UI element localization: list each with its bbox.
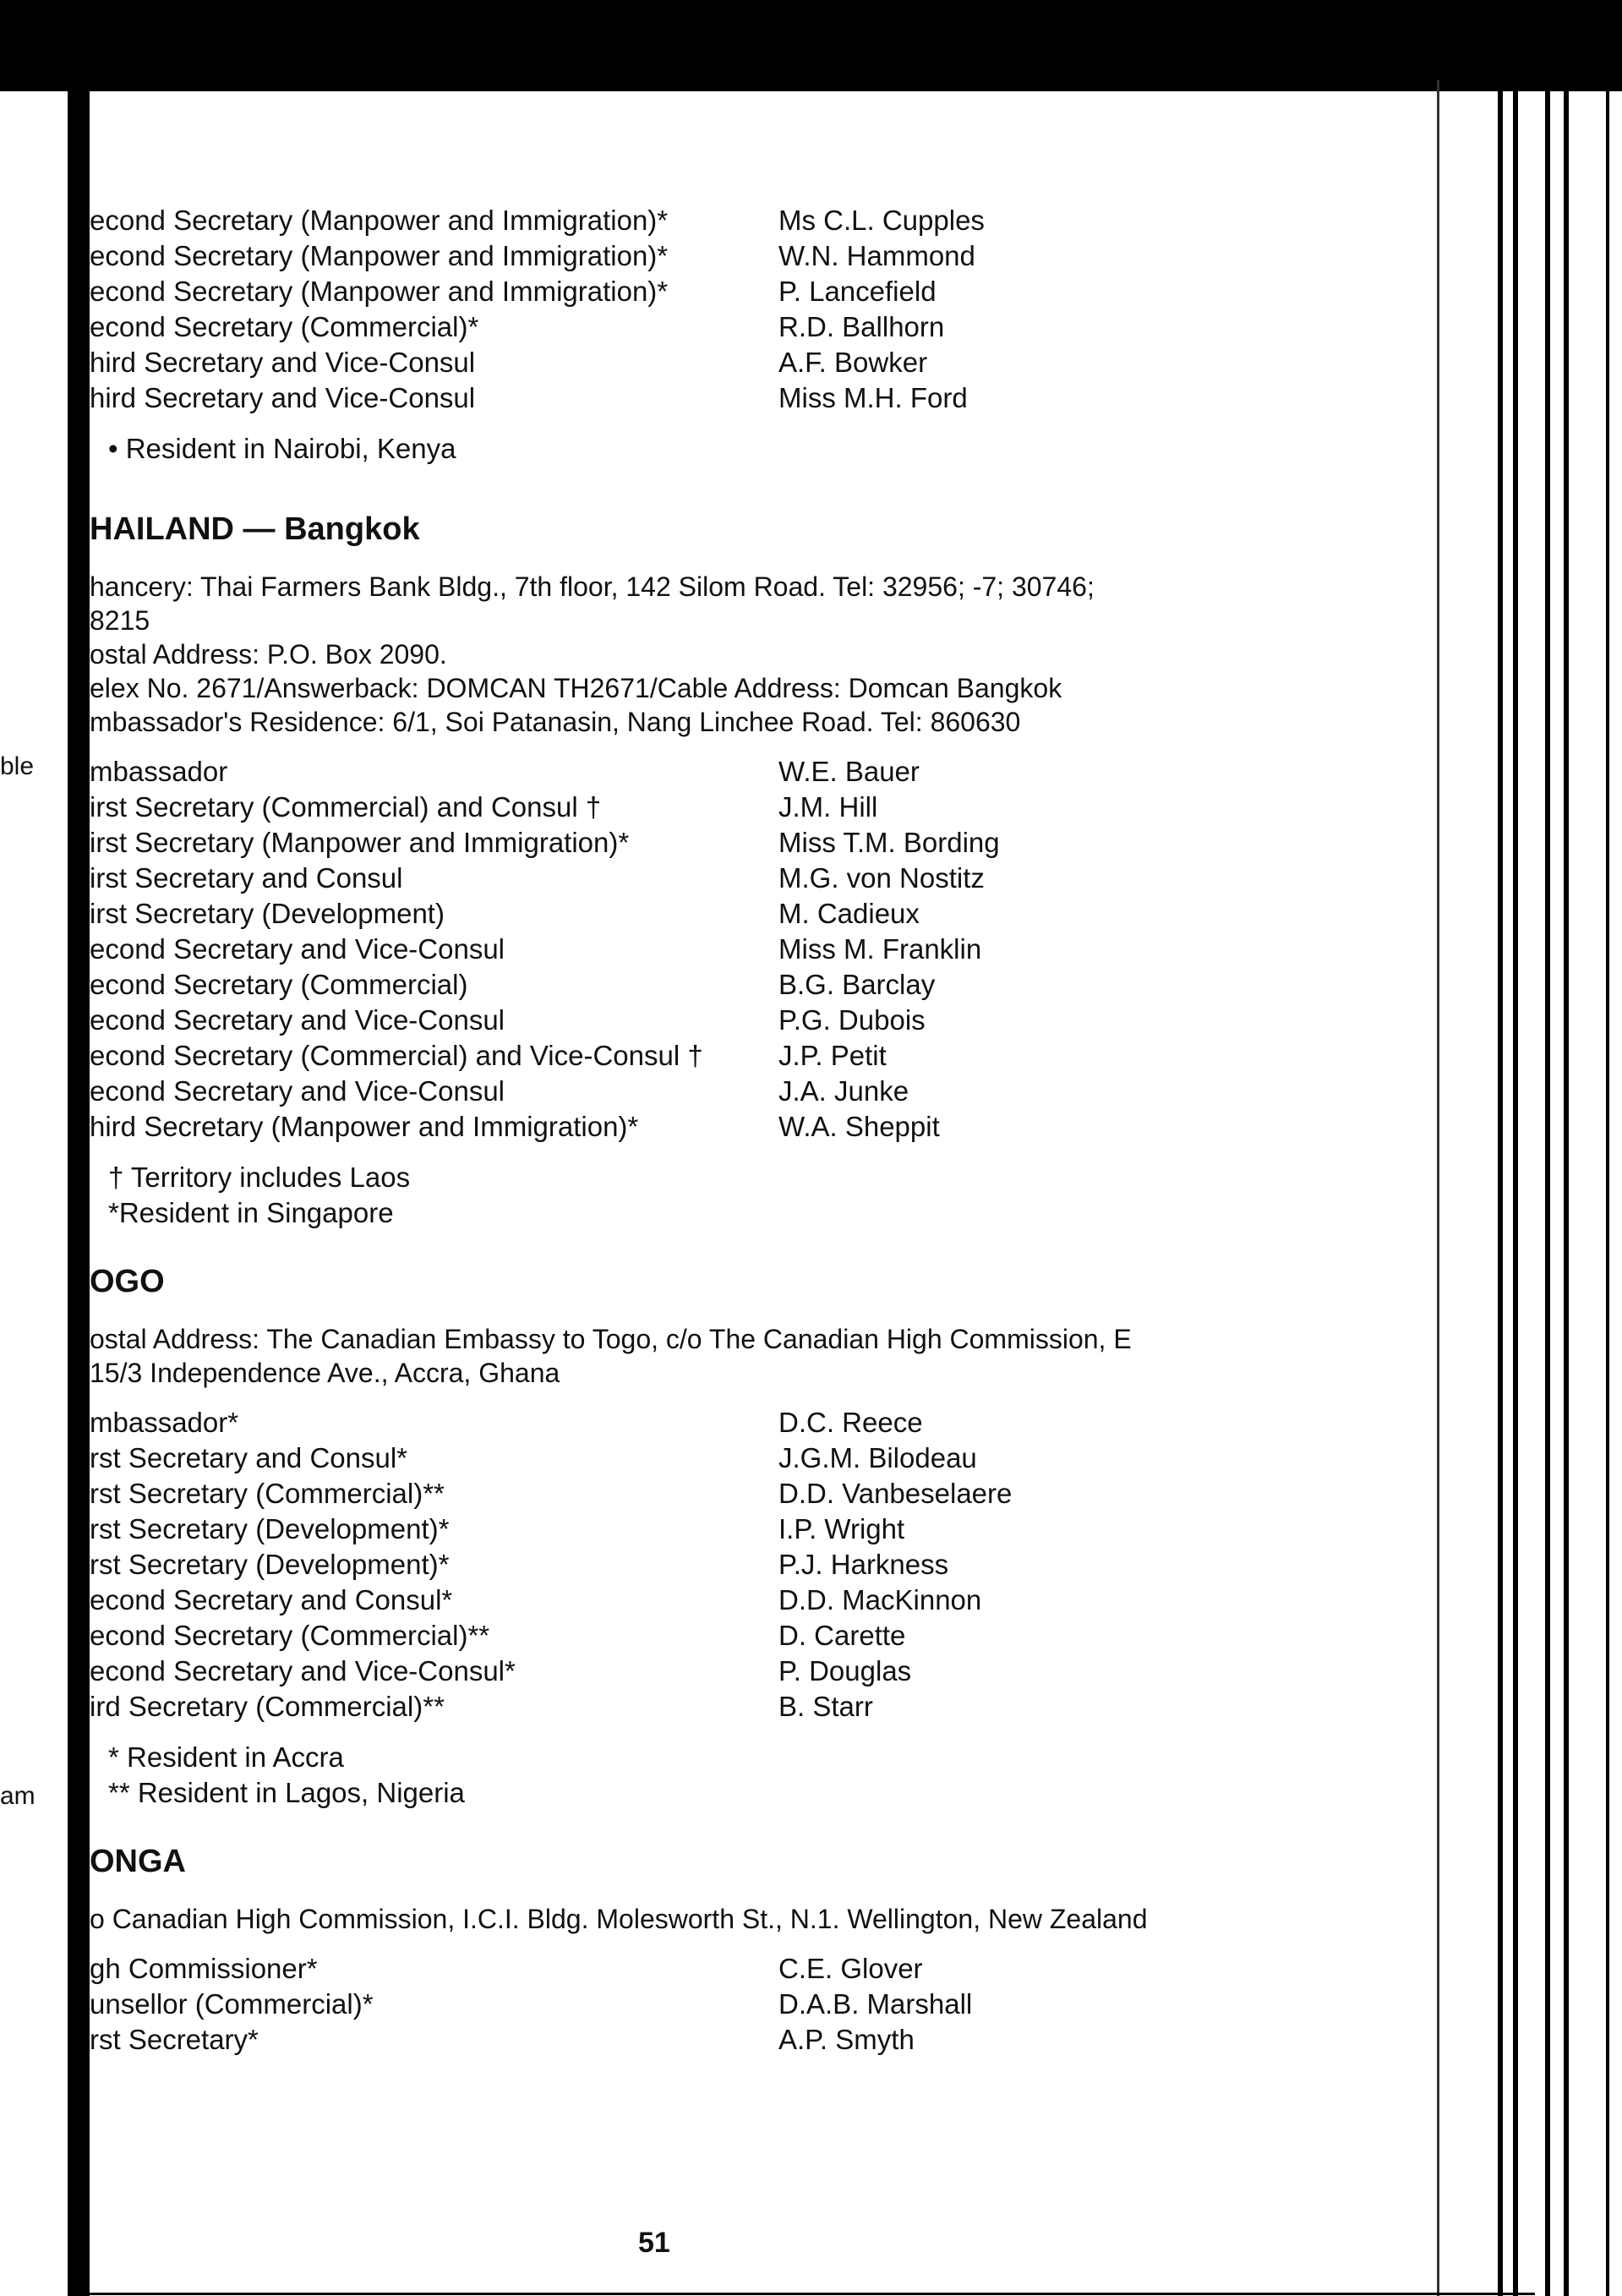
staff-title: hird Secretary and Vice-Consul [90,382,476,413]
staff-title: econd Secretary (Commercial) [90,969,468,1000]
staff-row [90,1583,1256,1618]
staff-name: D.A.B. Marshall [778,1988,973,2020]
staff-name: R.D. Ballhorn [778,311,945,342]
staff-row [90,754,1256,790]
staff-row [90,1654,1256,1689]
uganda-staff-list [90,203,1256,416]
scan-right-edge [1513,80,1518,2296]
staff-title: rst Secretary (Development)* [90,1549,450,1580]
scan-right-edge [1498,80,1503,2296]
staff-row [90,1987,1256,2022]
staff-name: C.E. Glover [778,1953,923,1984]
staff-row [90,790,1256,825]
staff-row [90,380,1256,416]
staff-name: D.C. Reece [778,1407,923,1438]
staff-title: gh Commissioner* [90,1953,318,1984]
staff-title: ird Secretary (Commercial)** [90,1691,445,1722]
scan-right-edge [1606,80,1609,2296]
staff-title: rst Secretary and Consul* [90,1442,408,1473]
staff-name: D. Carette [778,1620,906,1651]
staff-name: D.D. MacKinnon [778,1584,982,1615]
scan-bottom-edge [81,2293,1535,2295]
section-heading-thailand: HAILAND — Bangkok [90,511,420,547]
thailand-staff-list [90,754,1256,1145]
scan-right-edge [1545,80,1550,2296]
document-page [90,203,1256,2058]
staff-name: P. Lancefield [778,276,937,307]
staff-name: Miss M. Franklin [778,933,982,965]
footnote: *Resident in Singapore [108,1197,394,1228]
staff-title: econd Secretary (Manpower and Immigration)* [90,240,669,271]
footnote: † Territory includes Laos [108,1162,411,1193]
staff-name: D.D. Vanbeselaere [778,1478,1013,1509]
staff-title: irst Secretary (Commercial) and Consul † [90,791,602,823]
section-heading-tonga: ONGA [90,1844,186,1879]
staff-row [90,1003,1256,1038]
staff-row [90,1512,1256,1547]
staff-name: M.G. von Nostitz [778,862,985,894]
section-heading-togo: OGO [90,1264,165,1299]
staff-title: econd Secretary (Commercial)* [90,311,479,342]
tonga-staff-list [90,1951,1256,2058]
staff-name: W.N. Hammond [778,240,975,271]
staff-title: rst Secretary (Development)* [90,1513,450,1544]
staff-title: mbassador [90,756,228,787]
staff-title: econd Secretary and Vice-Consul [90,1075,505,1107]
postal-address-cont: 15/3 Independence Ave., Accra, Ghana [90,1358,560,1388]
staff-title: econd Secretary and Vice-Consul* [90,1655,516,1686]
staff-name: B. Starr [778,1691,873,1722]
chancery-address-cont: 8215 [90,605,150,636]
scan-right-edge [1437,80,1439,2296]
staff-name: W.E. Bauer [778,756,920,787]
staff-title: econd Secretary (Manpower and Immigration)* [90,276,669,307]
staff-name: P. Douglas [778,1655,912,1686]
staff-name: Miss T.M. Bording [778,827,1000,858]
staff-title: mbassador* [90,1407,239,1438]
staff-title: econd Secretary and Vice-Consul [90,933,505,965]
staff-row [90,825,1256,861]
staff-name: J.G.M. Bilodeau [778,1442,977,1473]
staff-row [90,932,1256,967]
staff-row [90,1618,1256,1654]
staff-row [90,309,1256,345]
staff-row [90,238,1256,274]
staff-name: A.P. Smyth [778,2024,915,2055]
staff-row [90,274,1256,309]
footnote: • Resident in Nairobi, Kenya [108,433,456,464]
staff-title: econd Secretary and Consul* [90,1584,453,1615]
staff-title: rst Secretary* [90,2024,259,2055]
staff-name: P.G. Dubois [778,1004,926,1036]
footnote: ** Resident in Lagos, Nigeria [108,1777,465,1808]
scan-binding-edge [68,91,90,2296]
chancery-address: hancery: Thai Farmers Bank Bldg., 7th floor, 142 Silom Road. Tel: 32956; -7; 30746; [90,571,1095,602]
staff-name: B.G. Barclay [778,969,936,1000]
postal-address: ostal Address: The Canadian Embassy to Togo, c/o The Canadian High Commission, E [90,1324,1132,1354]
staff-row [90,1405,1256,1440]
staff-name: Miss M.H. Ford [778,382,968,413]
staff-row [90,967,1256,1003]
staff-row [90,1476,1256,1512]
togo-staff-list [90,1405,1256,1725]
staff-name: I.P. Wright [778,1513,905,1544]
page-number: 51 [638,2227,670,2259]
staff-title: hird Secretary (Manpower and Immigration)* [90,1111,639,1142]
staff-row [90,1689,1256,1725]
staff-title: irst Secretary and Consul [90,862,403,894]
staff-row [90,345,1256,380]
staff-row [90,1951,1256,1987]
staff-title: unsellor (Commercial)* [90,1988,374,2020]
staff-row [90,1440,1256,1476]
staff-row [90,896,1256,932]
staff-title: hird Secretary and Vice-Consul [90,347,476,378]
staff-name: W.A. Sheppit [778,1111,940,1142]
telex-line: elex No. 2671/Answerback: DOMCAN TH2671/Cable Address: Domcan Bangkok [90,673,1062,703]
staff-name: P.J. Harkness [778,1549,949,1580]
margin-fragment: am [0,1782,35,1810]
staff-title: rst Secretary (Commercial)** [90,1478,445,1509]
staff-title: econd Secretary (Commercial) and Vice-Consul † [90,1040,703,1071]
staff-title: irst Secretary (Development) [90,898,445,929]
staff-name: J.A. Junke [778,1075,909,1107]
staff-title: econd Secretary and Vice-Consul [90,1004,505,1036]
staff-row [90,2022,1256,2058]
postal-address: ostal Address: P.O. Box 2090. [90,639,447,670]
footnote: * Resident in Accra [108,1741,344,1773]
staff-row [90,1074,1256,1109]
staff-row [90,203,1256,238]
staff-row [90,861,1256,896]
staff-name: M. Cadieux [778,898,920,929]
staff-title: econd Secretary (Manpower and Immigration)* [90,205,669,236]
staff-title: irst Secretary (Manpower and Immigration)* [90,827,630,858]
scan-top-border [0,0,1622,91]
staff-name: J.P. Petit [778,1040,887,1071]
margin-fragment: ble [0,752,35,780]
staff-row [90,1038,1256,1074]
staff-row [90,1547,1256,1583]
residence-address: mbassador's Residence: 6/1, Soi Patanasin, Nang Linchee Road. Tel: 860630 [90,707,1021,737]
staff-row [90,1109,1256,1145]
staff-name: A.F. Bowker [778,347,928,378]
scan-right-edge [1564,80,1569,2296]
staff-name: J.M. Hill [778,791,878,823]
mission-address: o Canadian High Commission, I.C.I. Bldg. Molesworth St., N.1. Wellington, New Zealand [90,1904,1148,1934]
staff-title: econd Secretary (Commercial)** [90,1620,490,1651]
staff-name: Ms C.L. Cupples [778,205,985,236]
